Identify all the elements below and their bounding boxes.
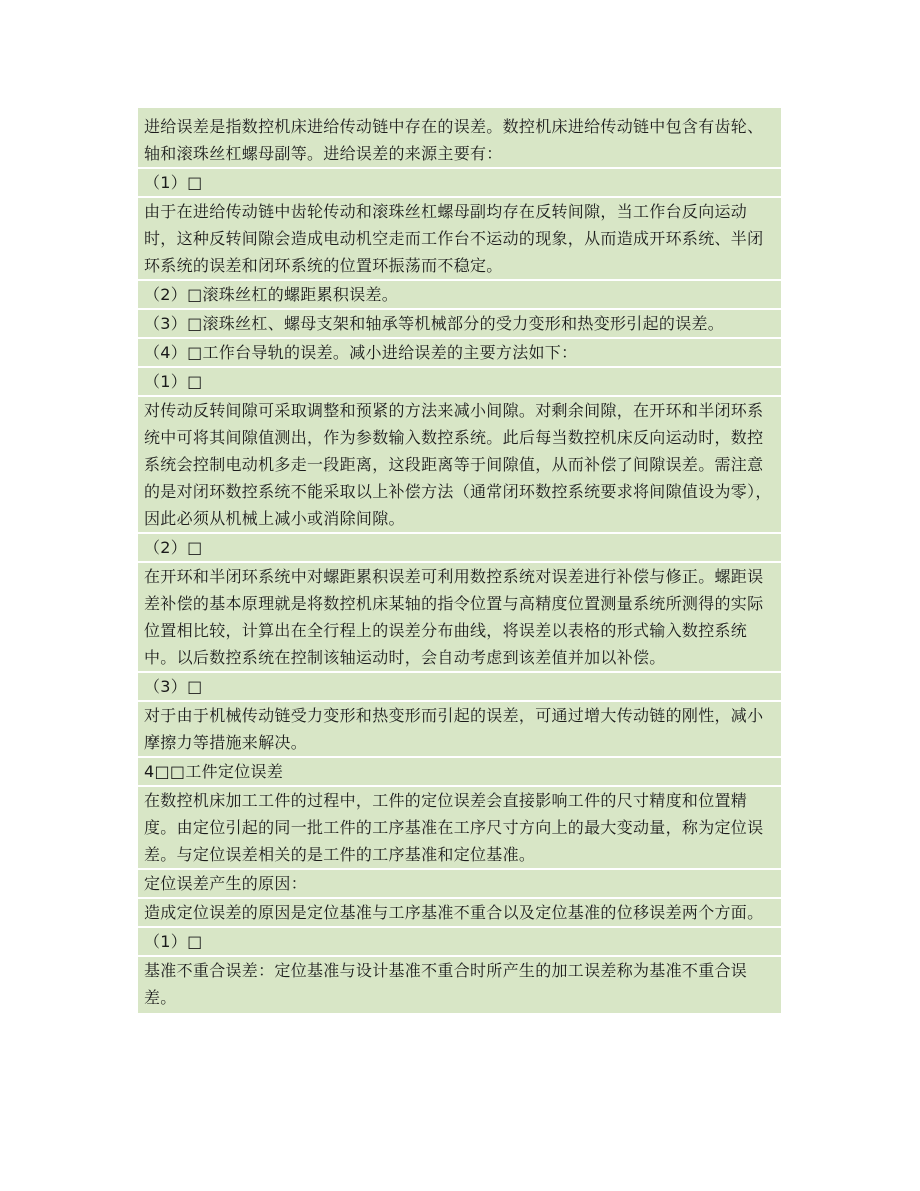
paragraph-pitch-compensation: 在开环和半闭环系统中对螺距累积误差可利用数控系统对误差进行补偿与修正。螺距误差补偿的基本原理就是将数控机床某轴的指令位置与高精度位置测量系统所测得的实际位置相比较，计算出在全行程上的误差分布曲线，将误差以表格的形式输入数控系统中。以后数控系统在控制该轴运动时，会自动考虑到该差值并加以补偿。 — [138, 563, 781, 671]
paragraph-positioning-causes-title: 定位误差产生的原因： — [138, 870, 781, 897]
paragraph-item-1: （1）□ — [138, 169, 781, 196]
paragraph-datum-mismatch: 基准不重合误差：定位基准与设计基准不重合时所产生的加工误差称为基准不重合误差。 — [138, 957, 781, 1013]
paragraph-positioning-causes: 造成定位误差的原因是定位基准与工序基准不重合以及定位基准的位移误差两个方面。 — [138, 899, 781, 926]
paragraph-backlash-cause: 由于在进给传动链中齿轮传动和滚珠丝杠螺母副均存在反转间隙，当工作台反向运动时，这种反转间隙会造成电动机空走而工作台不运动的现象，从而造成开环系统、半闭环系统的误差和闭环系统的位置环振荡而不稳定。 — [138, 198, 781, 279]
paragraph-item-3-deformation: （3）□滚珠丝杠、螺母支架和轴承等机械部分的受力变形和热变形引起的误差。 — [138, 310, 781, 337]
paragraph-method-3: （3）□ — [138, 673, 781, 700]
paragraph-rigidity: 对于由于机械传动链受力变形和热变形而引起的误差，可通过增大传动链的刚性，减小摩擦力等措施来解决。 — [138, 702, 781, 756]
paragraph-item-2-pitch: （2）□滚珠丝杠的螺距累积误差。 — [138, 281, 781, 308]
paragraph-positioning-definition: 在数控机床加工工件的过程中，工件的定位误差会直接影响工件的尺寸精度和位置精度。由定位引起的同一批工件的工序基准在工序尺寸方向上的最大变动量，称为定位误差。与定位误差相关的是工件的工序基准和定位基准。 — [138, 787, 781, 868]
document-page — [138, 108, 781, 1015]
paragraph-cause-1: （1）□ — [138, 928, 781, 955]
paragraph-item-4-guide: （4）□工作台导轨的误差。减小进给误差的主要方法如下： — [138, 339, 781, 366]
paragraph-feed-error-intro: 进给误差是指数控机床进给传动链中存在的误差。数控机床进给传动链中包含有齿轮、轴和滚珠丝杠螺母副等。进给误差的来源主要有： — [138, 108, 781, 167]
paragraph-backlash-compensation: 对传动反转间隙可采取调整和预紧的方法来减小间隙。对剩余间隙，在开环和半闭环系统中可将其间隙值测出，作为参数输入数控系统。此后每当数控机床反向运动时，数控系统会控制电动机多走一段距离，这段距离等于间隙值，从而补偿了间隙误差。需注意的是对闭环数控系统不能采取以上补偿方法（通常闭环数控系统要求将间隙值设为零），因此必须从机械上减小或消除间隙。 — [138, 397, 781, 532]
paragraph-method-1: （1）□ — [138, 368, 781, 395]
section-heading-positioning-error: 4□□工件定位误差 — [138, 758, 781, 785]
paragraph-method-2: （2）□ — [138, 534, 781, 561]
